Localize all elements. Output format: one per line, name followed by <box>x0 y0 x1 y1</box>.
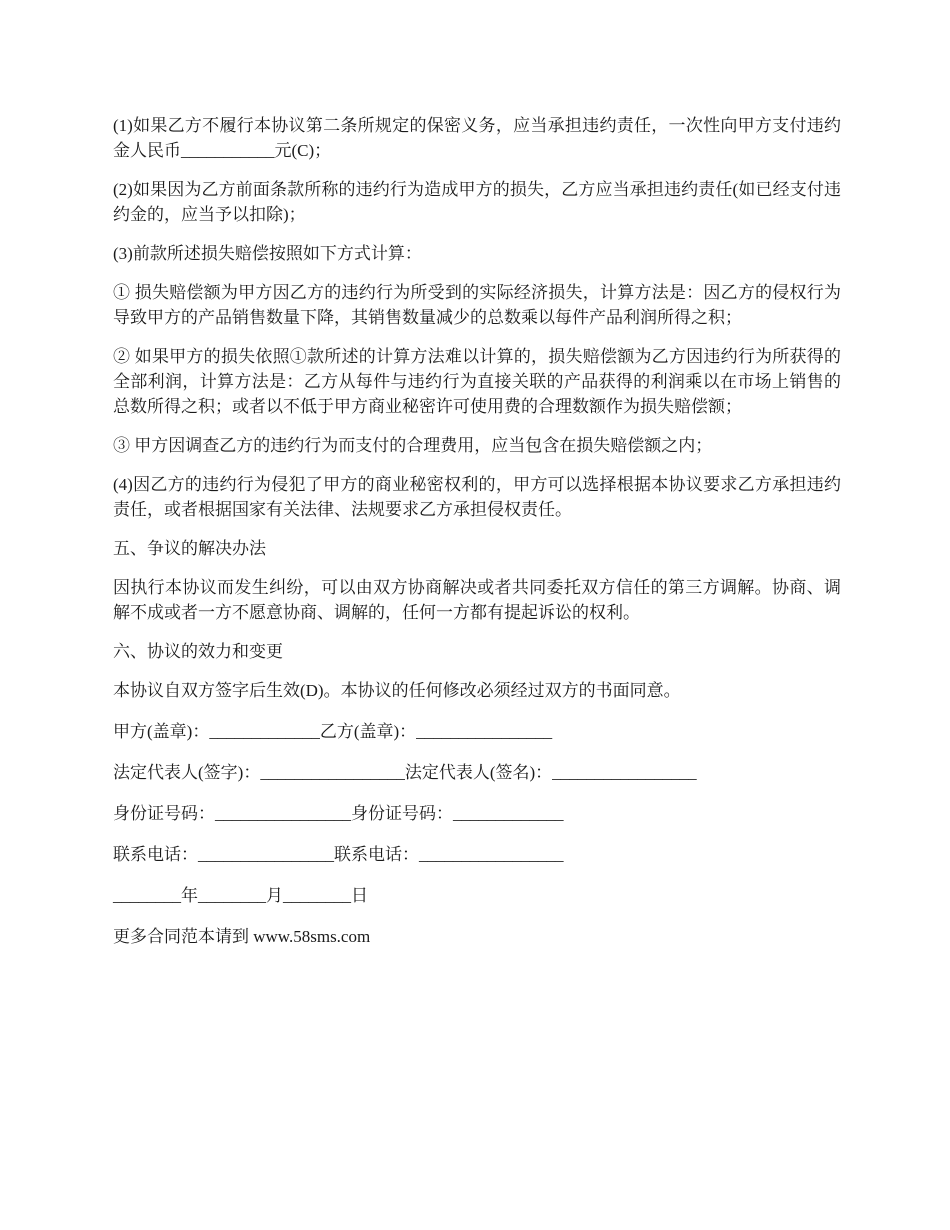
document-body <box>113 113 841 963</box>
signature-date-line: ________年________月________日 <box>113 886 368 905</box>
section-5-heading: 五、争议的解决办法 <box>113 539 266 558</box>
clause-3-item-2: ② 如果甲方的损失依照①款所述的计算方法难以计算的，损失赔偿额为乙方因违约行为所获得的全部利润，计算方法是：乙方从每件与违约行为直接关联的产品获得的利润乘以在市场上销售的总数所得之积；或者以不低于甲方商业秘密许可使用费的合理数额作为损失赔偿额； <box>113 347 841 416</box>
clause-3-item-1: ① 损失赔偿额为甲方因乙方的违约行为所受到的实际经济损失，计算方法是：因乙方的侵权行为导致甲方的产品销售数量下降，其销售数量减少的总数乘以每件产品利润所得之积； <box>113 283 841 327</box>
signature-phone-line: 联系电话：________________联系电话：_________________ <box>113 845 564 864</box>
section-5-body: 因执行本协议而发生纠纷，可以由双方协商解决或者共同委托双方信任的第三方调解。协商、调解不成或者一方不愿意协商、调解的，任何一方都有提起诉讼的权利。 <box>113 578 841 622</box>
section-6-heading: 六、协议的效力和变更 <box>113 642 283 661</box>
clause-3-calculation-intro: (3)前款所述损失赔偿按照如下方式计算： <box>113 244 422 263</box>
clause-2-loss-liability: (2)如果因为乙方前面条款所称的违约行为造成甲方的损失，乙方应当承担违约责任(如已经支付违约金的，应当予以扣除)； <box>113 180 841 224</box>
clause-1-liquidated-damages: (1)如果乙方不履行本协议第二条所规定的保密义务，应当承担违约责任，一次性向甲方支付违约金人民币___________元(C)； <box>113 116 841 160</box>
footer-more-templates: 更多合同范本请到 www.58sms.com <box>113 927 371 946</box>
signature-representative-line: 法定代表人(签字)：_________________法定代表人(签名)：_________________ <box>113 763 697 782</box>
signature-seal-line: 甲方(盖章)：_____________乙方(盖章)：________________ <box>113 722 553 741</box>
section-6-body: 本协议自双方签字后生效(D)。本协议的任何修改必须经过双方的书面同意。 <box>113 681 681 700</box>
clause-3-item-3: ③ 甲方因调查乙方的违约行为而支付的合理费用，应当包含在损失赔偿额之内； <box>113 436 713 455</box>
signature-id-number-line: 身份证号码：________________身份证号码：_____________ <box>113 804 564 823</box>
clause-4-infringement: (4)因乙方的违约行为侵犯了甲方的商业秘密权利的，甲方可以选择根据本协议要求乙方承担违约责任，或者根据国家有关法律、法规要求乙方承担侵权责任。 <box>113 475 841 519</box>
